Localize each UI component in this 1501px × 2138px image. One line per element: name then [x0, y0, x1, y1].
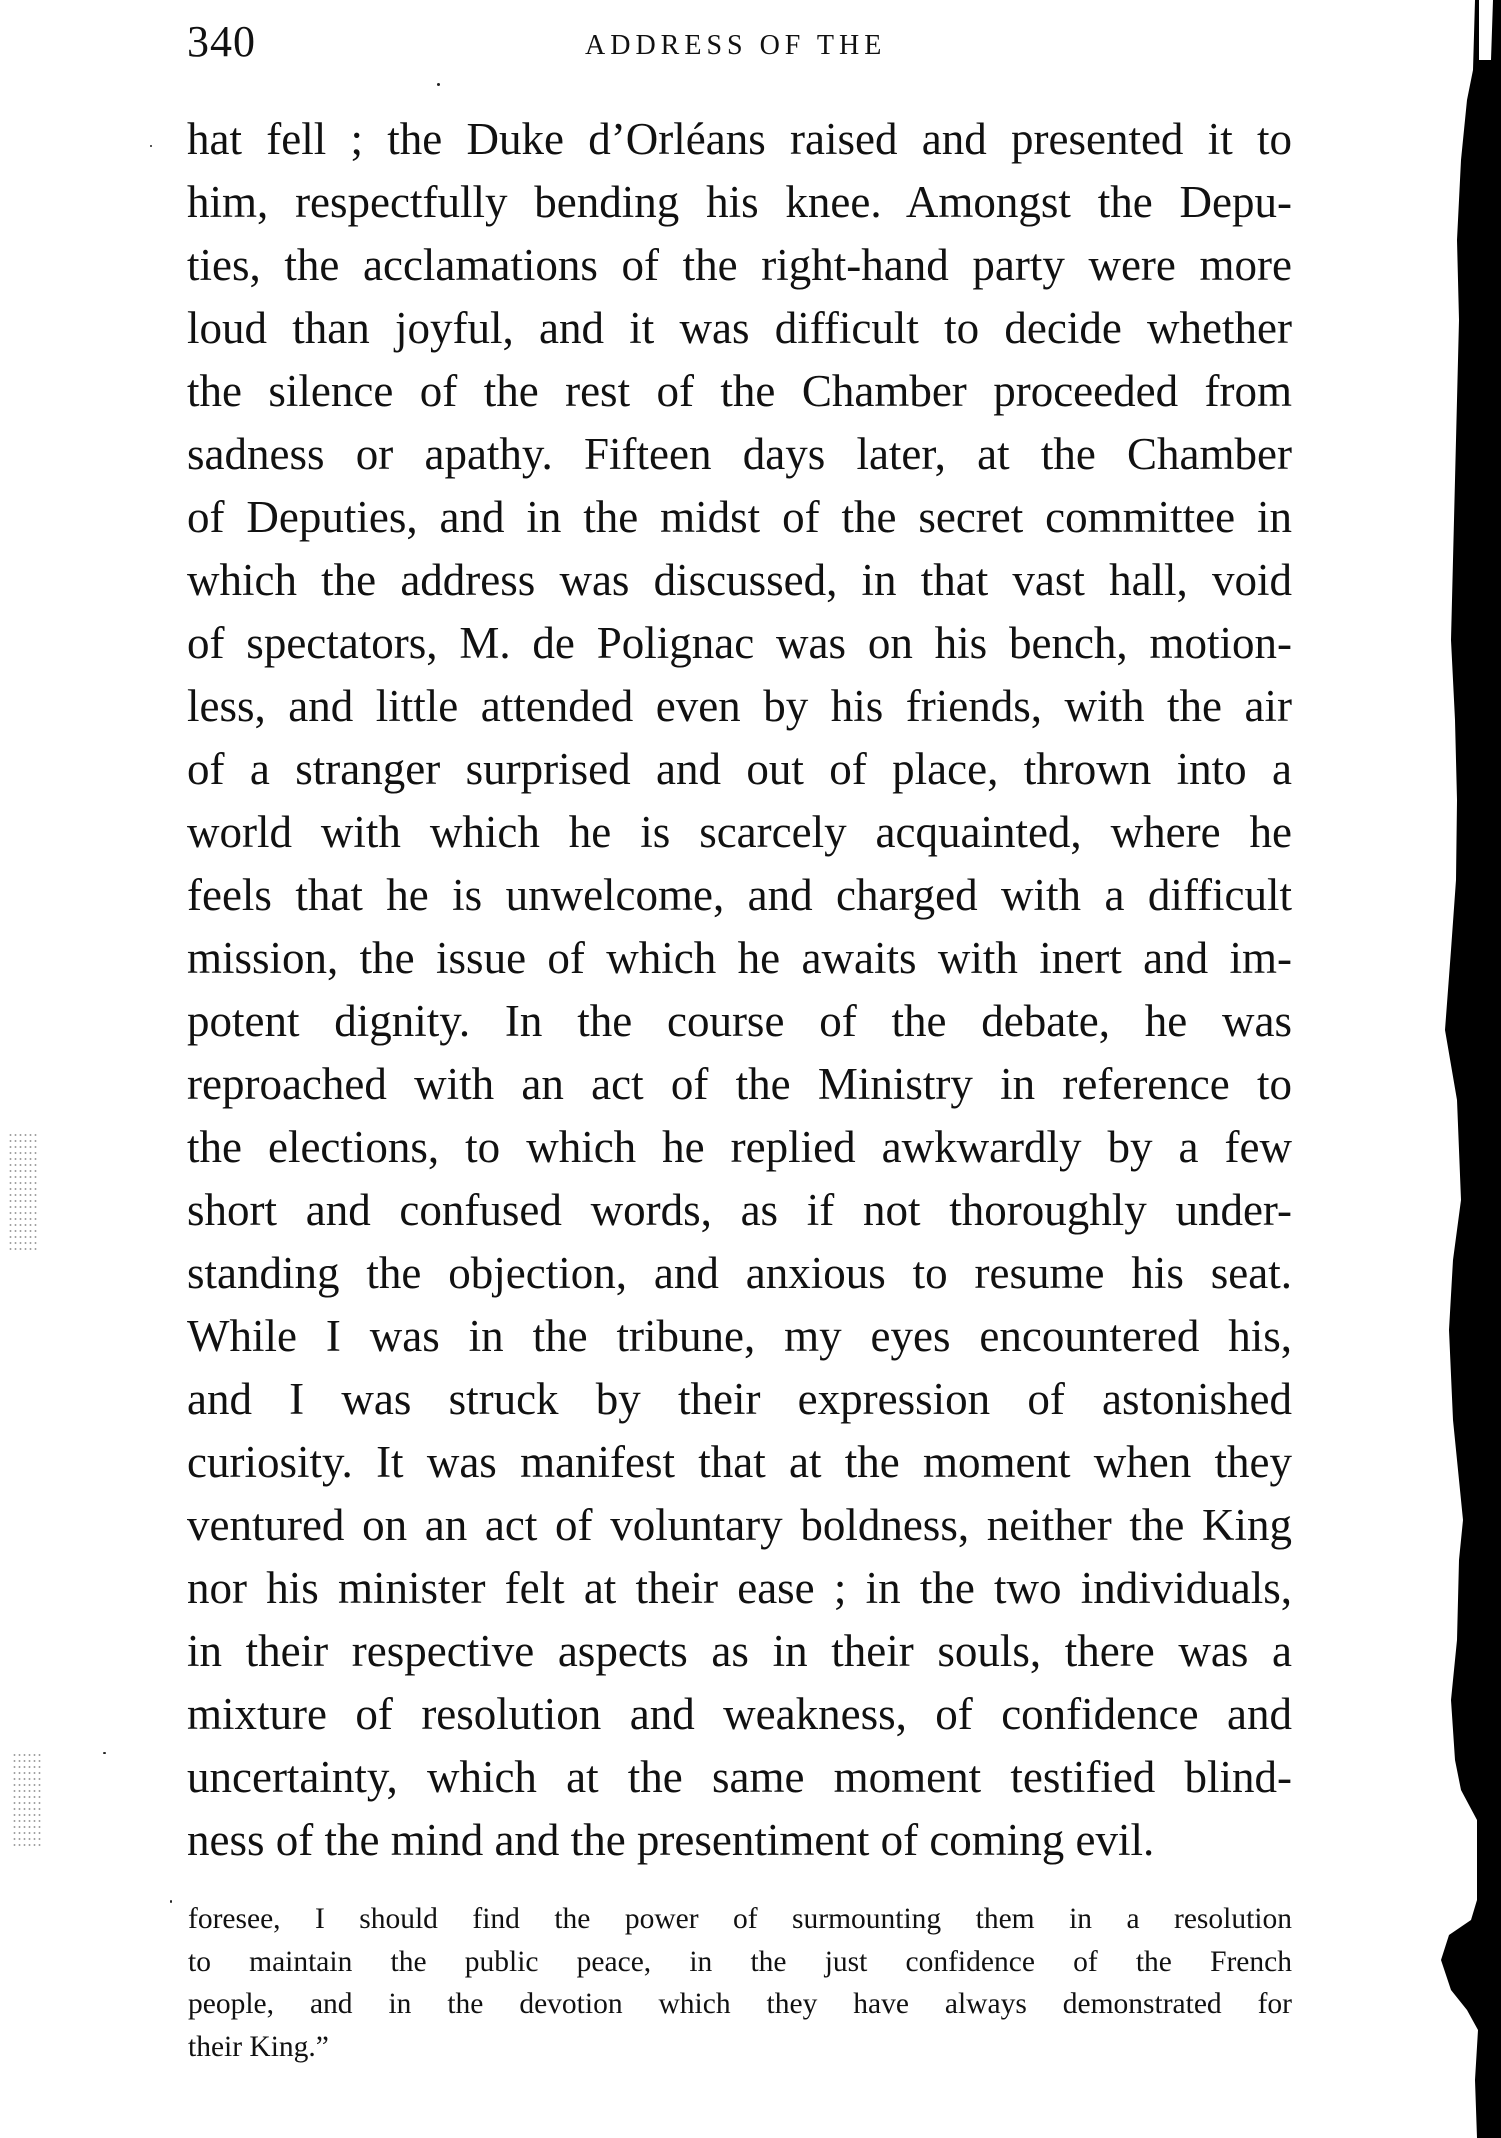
scanned-page-edge [1431, 0, 1501, 2138]
body-line: uncertainty, which at the same moment testified blind- [187, 1752, 1292, 1802]
footnote [188, 1898, 1292, 2068]
scan-speck [103, 1752, 106, 1754]
body-line: world with which he is scarcely acquainted, where he [187, 807, 1292, 857]
body-line: loud than joyful, and it was difficult to decide whether [187, 303, 1292, 353]
body-line: the silence of the rest of the Chamber proceeded from [187, 366, 1292, 416]
body-line: of spectators, M. de Polignac was on his bench, motion- [187, 618, 1292, 668]
body-line: While I was in the tribune, my eyes encountered his, [187, 1311, 1292, 1361]
body-line: of Deputies, and in the midst of the secret committee in [187, 492, 1292, 542]
scan-speck [437, 83, 440, 86]
body-line: in their respective aspects as in their souls, there was a [187, 1626, 1292, 1676]
body-line: potent dignity. In the course of the debate, he was [187, 996, 1292, 1046]
body-line: less, and little attended even by his friends, with the air [187, 681, 1292, 731]
body-paragraph [187, 108, 1292, 1872]
body-line: ventured on an act of voluntary boldness, neither the King [187, 1500, 1292, 1550]
body-line: hat fell ; the Duke d’Orléans raised and presented it to [187, 114, 1292, 164]
body-line: mixture of resolution and weakness, of confidence and [187, 1689, 1292, 1739]
footnote-line: foresee, I should find the power of surmounting them in a resolution [188, 1903, 1292, 1935]
scan-noise [12, 1752, 42, 1847]
body-line: and I was struck by their expression of astonished [187, 1374, 1292, 1424]
body-line: feels that he is unwelcome, and charged with a difficult [187, 870, 1292, 920]
body-line: curiosity. It was manifest that at the moment when they [187, 1437, 1292, 1487]
body-line: standing the objection, and anxious to resume his seat. [187, 1248, 1292, 1298]
body-line: nor his minister felt at their ease ; in the two individuals, [187, 1563, 1292, 1613]
body-line: reproached with an act of the Ministry in reference to [187, 1059, 1292, 1109]
body-line: sadness or apathy. Fifteen days later, at the Chamber [187, 429, 1292, 479]
footnote-line: to maintain the public peace, in the just confidence of the French [188, 1945, 1292, 1978]
body-line: ties, the acclamations of the right-hand party were more [187, 240, 1292, 290]
body-line: which the address was discussed, in that vast hall, void [187, 555, 1292, 605]
footnote-line: people, and in the devotion which they have always demonstrated for [188, 1988, 1292, 2020]
scan-speck [170, 1900, 172, 1903]
body-line: the elections, to which he replied awkwardly by a few [187, 1122, 1292, 1172]
body-line: mission, the issue of which he awaits with inert and im- [187, 933, 1292, 983]
scan-noise [8, 1132, 38, 1252]
body-line-last: ness of the mind and the presentiment of coming evil. [187, 1815, 1155, 1865]
footnote-line-last: their King.” [188, 2030, 329, 2063]
running-title: ADDRESS OF THE [585, 30, 887, 61]
body-line: him, respectfully bending his knee. Amongst the Depu- [187, 177, 1292, 227]
body-line: of a stranger surprised and out of place, thrown into a [187, 744, 1292, 794]
running-head [187, 18, 1292, 66]
page-number: 340 [187, 17, 256, 66]
scan-speck [150, 145, 152, 147]
body-line: short and confused words, as if not thoroughly under- [187, 1185, 1292, 1235]
